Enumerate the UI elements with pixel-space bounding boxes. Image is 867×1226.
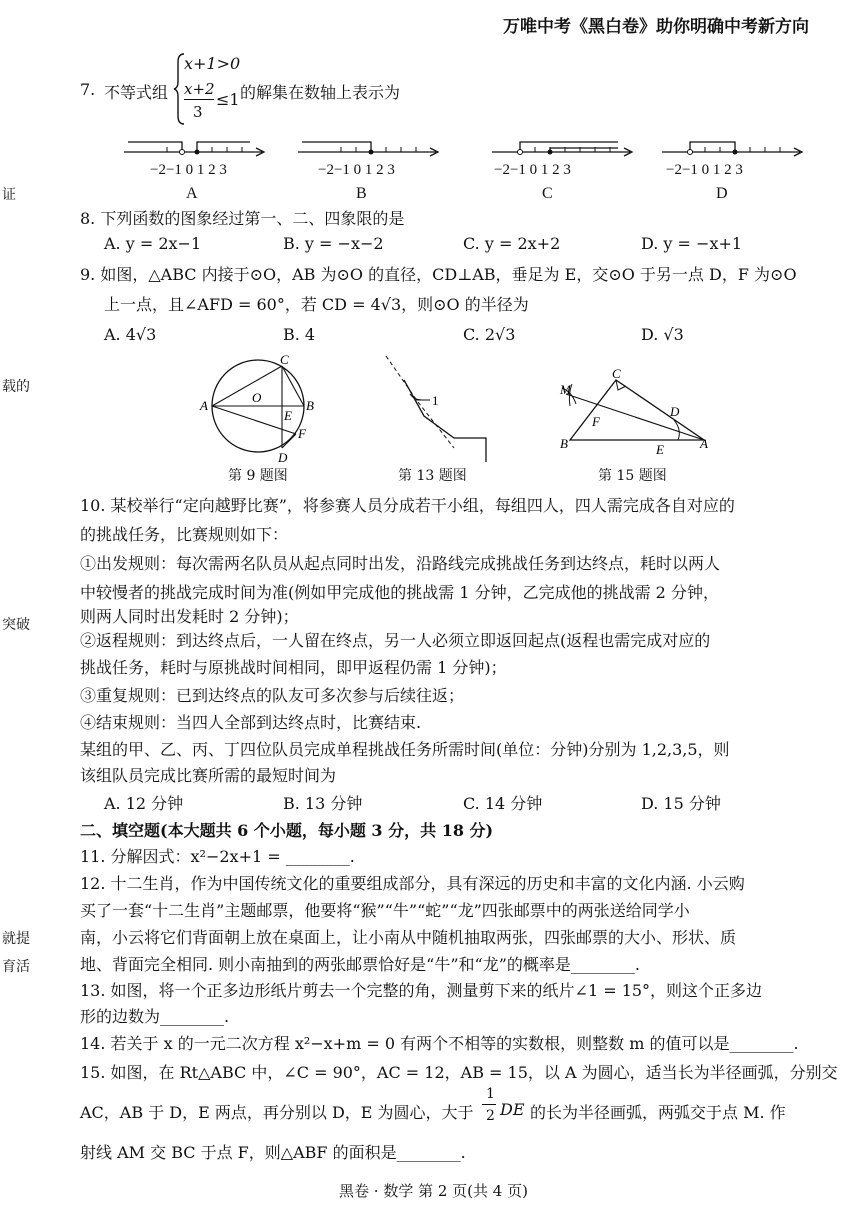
q8-option-d: D. y = −x+1	[641, 234, 743, 253]
q10-line: 中较慢者的挑战完成时间为准(例如甲完成他的挑战需 1 分钟，乙完成他的挑战需 2 分钟，	[80, 583, 719, 602]
point-label: E	[284, 408, 292, 423]
point-label: B	[306, 398, 314, 413]
q7-ineq1: x+1>0	[184, 54, 241, 73]
point-label: D	[670, 404, 680, 419]
q10-line: ①出发规则：每次需两名队员从起点同时出发，沿路线完成挑战任务到达终点，耗时以两人	[80, 554, 721, 573]
point-label: D	[278, 450, 288, 464]
figure-caption: 第 15 题图	[598, 468, 667, 484]
point-label: F	[298, 426, 306, 441]
angle-label: 1	[432, 393, 439, 408]
q12-line: 买了一套“十二生肖”主题邮票，他要将“猴”“牛”“蛇”“龙”四张邮票中的两张送给同学小	[80, 901, 690, 920]
q7-prefix: 不等式组	[104, 83, 169, 102]
q10-option-b: B. 13 分钟	[283, 794, 363, 813]
q10-option-a: A. 12 分钟	[104, 794, 184, 813]
q11-text: 11. 分解因式：x²−2x+1 = ________.	[80, 847, 355, 866]
q7-ineq2-rest: ≤1	[216, 90, 240, 109]
q12-line: 12. 十二生肖，作为中国传统文化的重要组成部分，具有深远的历史和丰富的文化内涵. 小云购	[80, 874, 745, 893]
point-label: C	[612, 366, 621, 381]
point-label: E	[656, 442, 664, 457]
q10-line: 10. 某校举行“定向越野比赛”，将参赛人员分成若干小组，每组四人，四人需完成各自对应的	[80, 496, 735, 515]
q10-option-d: D. 15 分钟	[641, 794, 721, 813]
figure-caption: 第 13 题图	[398, 468, 467, 484]
section-title: 二、填空题(本大题共 6 个小题，每小题 3 分，共 18 分)	[80, 821, 494, 840]
q15-line: 射线 AM 交 BC 于点 F，则△ABF 的面积是________.	[80, 1143, 466, 1162]
q10-line: 的挑战任务，比赛规则如下：	[80, 525, 289, 544]
q15-frac-num: 1	[486, 1086, 495, 1102]
q15-line: 15. 如图，在 Rt△ABC 中，∠C = 90°，AC = 12，AB = 15，以 A 为圆心，适当长为半径画弧，分别交	[80, 1063, 838, 1082]
q9-line1: 9. 如图，△ABC 内接于⊙O，AB 为⊙O 的直径，CD⊥AB，垂足为 E，交⊙O 于另一点 D，F 为⊙O	[80, 265, 797, 284]
margin-note: 就提	[2, 931, 30, 947]
q10-line: ④结束规则：当四人全部到达终点时，比赛结束.	[80, 713, 422, 732]
point-label: A	[700, 436, 708, 451]
q14-text: 14. 若关于 x 的一元二次方程 x²−x+m = 0 有两个不相等的实数根，则整数 m 的值可以是________.	[80, 1034, 799, 1053]
margin-note: 突破	[2, 617, 30, 633]
q9-option-b: B. 4	[283, 325, 316, 344]
option-label: D	[716, 185, 728, 202]
q10-line: ②返程规则：到达终点后，一人留在终点，另一人必须立即返回起点(返程也需完成对应的	[80, 631, 711, 650]
q8-option-c: C. y = 2x+2	[463, 234, 561, 253]
point-label: M	[560, 382, 571, 397]
q13-line: 13. 如图，将一个正多边形纸片剪去一个完整的角，测量剪下来的纸片∠1 = 15°，则这个正多边	[80, 981, 763, 1000]
margin-note: 载的	[2, 379, 30, 395]
header-slogan: 万唯中考《黑白卷》助你明确中考新方向	[503, 17, 809, 37]
option-label: A	[186, 185, 198, 202]
q9-option-c: C. 2√3	[463, 325, 516, 344]
q9-option-a: A. 4√3	[104, 325, 157, 344]
q8-stem: 8. 下列函数的图象经过第一、二、四象限的是	[80, 209, 405, 228]
q10-line: 则两人同时出发耗时 2 分钟)；	[80, 607, 299, 626]
figure-caption: 第 9 题图	[228, 468, 288, 484]
figure-13	[374, 352, 494, 464]
figure-15	[556, 364, 716, 464]
q10-option-c: C. 14 分钟	[463, 794, 543, 813]
figure-9	[196, 352, 326, 464]
point-label: A	[200, 398, 208, 413]
axis-ticks: −2−1 0 1 2 3	[666, 162, 743, 178]
q10-line: 某组的甲、乙、丙、丁四位队员完成单程挑战任务所需时间(单位：分钟)分别为 1,2,3,5，则	[80, 740, 730, 759]
q9-option-d: D. √3	[641, 325, 684, 344]
q10-line: 该组队员完成比赛所需的最短时间为	[80, 766, 337, 785]
q12-line: 地、背面完全相同. 则小南抽到的两张邮票恰好是“牛”和“龙”的概率是________.	[80, 955, 640, 974]
margin-note: 育活	[2, 959, 30, 975]
point-label: C	[280, 352, 289, 367]
q7-ineq2-den: 3	[193, 103, 203, 121]
axis-ticks: −2−1 0 1 2 3	[150, 162, 227, 178]
q15-frac-after: DE	[500, 1100, 525, 1119]
q8-option-b: B. y = −x−2	[283, 234, 384, 253]
q7-ineq2-num: x+2	[184, 80, 215, 98]
margin-note: 证	[2, 187, 16, 203]
option-label: C	[542, 185, 553, 202]
point-label: F	[592, 414, 600, 429]
q7-number: 7.	[80, 80, 96, 99]
option-label: B	[356, 185, 367, 202]
q8-option-a: A. y = 2x−1	[104, 234, 202, 253]
page-footer: 黑卷 · 数学 第 2 页(共 4 页)	[339, 1182, 528, 1200]
q10-line: ③重复规则：已到达终点的队友可多次参与后续往返；	[80, 686, 465, 705]
point-label: B	[560, 436, 568, 451]
q13-line: 形的边数为________.	[80, 1007, 230, 1026]
q15-line: 的长为半径画弧，两弧交于点 M. 作	[530, 1103, 786, 1122]
axis-ticks: −2−1 0 1 2 3	[494, 162, 571, 178]
fraction-bar	[184, 99, 214, 100]
q10-line: 挑战任务，耗时与原挑战时间相同，即甲返程仍需 1 分钟)；	[80, 658, 507, 677]
q9-line2: 上一点，且∠AFD = 60°，若 CD = 4√3，则⊙O 的半径为	[104, 295, 529, 314]
fraction-bar	[482, 1104, 496, 1105]
q15-frac-den: 2	[486, 1108, 495, 1124]
point-label: O	[252, 390, 262, 405]
q7-suffix: 的解集在数轴上表示为	[240, 83, 401, 102]
axis-ticks: −2−1 0 1 2 3	[318, 162, 395, 178]
q12-line: 南，小云将它们背面朝上放在桌面上，让小南从中随机抽取两张，四张邮票的大小、形状、质	[80, 928, 737, 947]
q15-line: AC，AB 于 D，E 两点，再分别以 D，E 为圆心，大于	[80, 1103, 474, 1122]
